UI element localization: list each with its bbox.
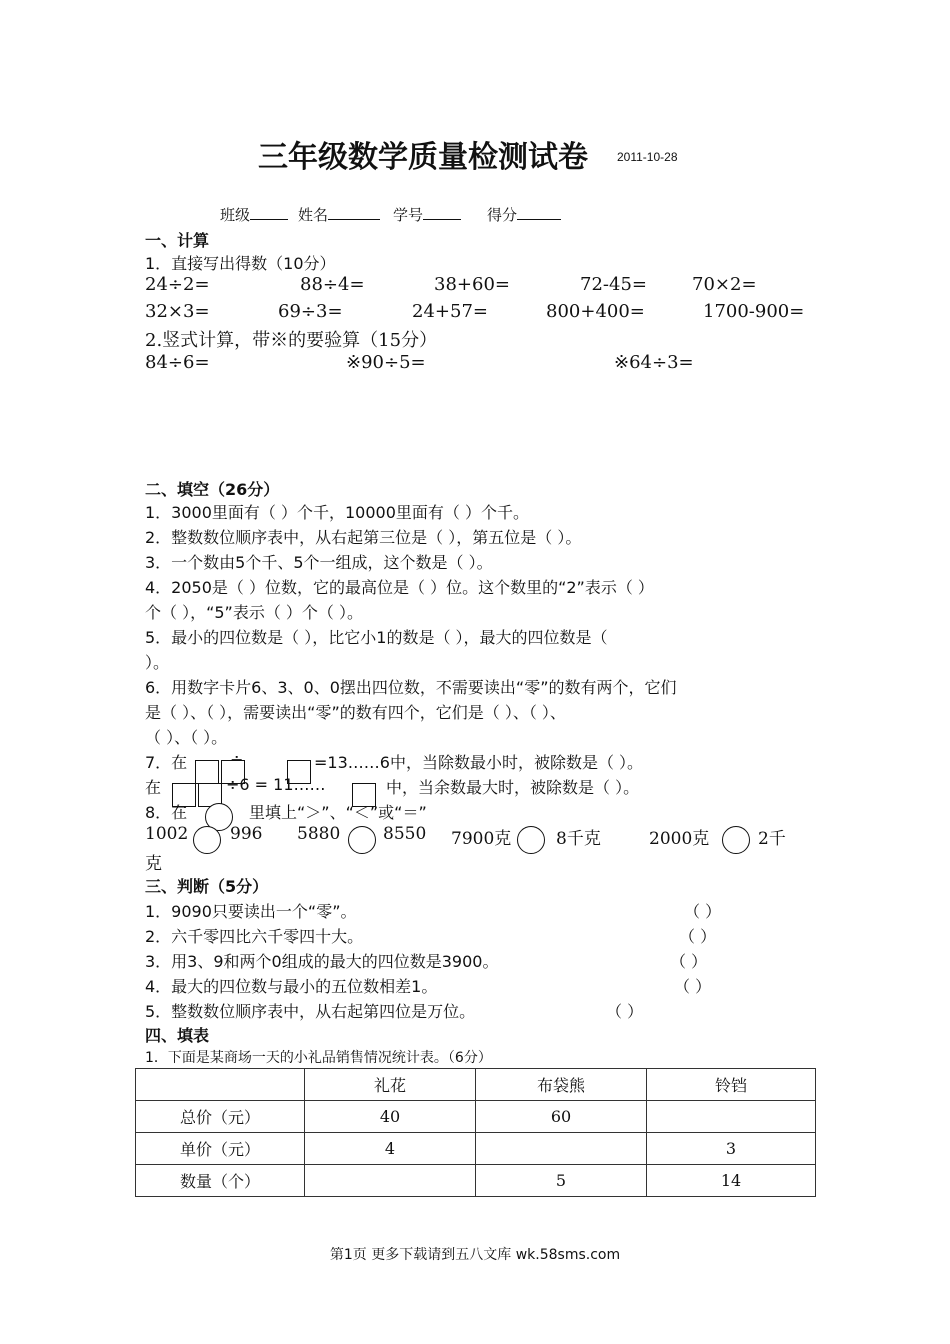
calc-item: 32×3= — [145, 301, 210, 322]
name-label: 姓名 — [298, 206, 329, 224]
judge-answer-paren[interactable]: （ ） — [674, 977, 712, 996]
table-header-row — [136, 1069, 816, 1101]
q8-suffix: 里填上“＞”、“＜”或“＝” — [249, 803, 427, 822]
q8-prefix: 8．在 — [145, 803, 188, 822]
vertical-calc-item: 84÷6= — [145, 352, 210, 373]
table-cell[interactable]: 3 — [647, 1133, 816, 1165]
exam-date: 2011-10-28 — [617, 150, 678, 164]
calc-item: 24+57= — [412, 301, 488, 322]
compare-value: 7900克 — [451, 829, 512, 849]
calc-item: 38+60= — [434, 274, 510, 295]
table-row — [136, 1133, 816, 1165]
calc-item: 72-45= — [580, 274, 647, 295]
table-row — [136, 1101, 816, 1133]
compare-value: 1002 — [145, 824, 189, 844]
fill-line: （ ）、（ ）。 — [145, 728, 228, 747]
judge-answer-paren[interactable]: （ ） — [670, 952, 708, 971]
table-header-cell: 铃铛 — [647, 1069, 816, 1101]
fill-line: 6．用数字卡片6、3、0、0摆出四位数，不需要读出“零”的数有两个，它们 — [145, 678, 677, 697]
vertical-calc-item: ※90÷5= — [346, 352, 426, 373]
fill-line: ）。 — [145, 653, 170, 672]
student-id-field — [393, 204, 461, 225]
answer-box[interactable] — [195, 760, 219, 784]
fill-line: 个（ ），“5”表示（ ）个（ ）。 — [145, 603, 364, 622]
calc-item: 800+400= — [546, 301, 645, 322]
judge-answer-paren[interactable]: （ ） — [684, 902, 722, 921]
student-id-label: 学号 — [393, 206, 424, 224]
answer-circle[interactable] — [517, 826, 545, 854]
calc-item: 24÷2= — [145, 274, 210, 295]
vertical-calc-item: ※64÷3= — [614, 352, 694, 373]
judge-answer-paren[interactable]: （ ） — [606, 1002, 644, 1021]
table-cell[interactable]: 40 — [305, 1101, 476, 1133]
compare-value: 2千 — [758, 829, 786, 849]
table-row-label: 单价（元） — [136, 1133, 305, 1165]
answer-circle[interactable] — [722, 826, 750, 854]
class-blank — [250, 205, 288, 220]
section2-heading: 二、填空（26分） — [145, 480, 280, 499]
q7b-mid: ÷6 = 11…… — [226, 775, 326, 794]
calc-item: 88÷4= — [300, 274, 365, 295]
section3-heading: 三、判断（5分） — [145, 877, 269, 896]
compare-wrap: 克 — [145, 854, 162, 874]
table-cell[interactable] — [305, 1165, 476, 1197]
fill-line: 4．2050是（ ）位数，它的最高位是（ ）位。这个数里的“2”表示（ ） — [145, 578, 654, 597]
table-cell[interactable] — [647, 1101, 816, 1133]
student-id-blank — [423, 205, 461, 220]
sales-table — [135, 1068, 816, 1197]
judge-item: 2．六千零四比六千零四十大。 — [145, 927, 364, 946]
section4-q1-label: 1．下面是某商场一天的小礼品销售情况统计表。（6分） — [145, 1050, 492, 1066]
compare-value: 8千克 — [556, 829, 601, 849]
compare-value: 2000克 — [649, 829, 710, 849]
fill-line: 3．一个数由5个千、5个一组成，这个数是（ ）。 — [145, 553, 493, 572]
judge-answer-paren[interactable]: （ ） — [679, 927, 717, 946]
fill-line: 1．3000里面有（ ）个千，10000里面有（ ）个千。 — [145, 503, 529, 522]
fill-line: 5．最小的四位数是（ ），比它小1的数是（ ），最大的四位数是（ — [145, 628, 608, 647]
page-footer: 第1页 更多下载请到五八文库 wk.58sms.com — [329, 1247, 621, 1263]
answer-circle[interactable] — [348, 826, 376, 854]
compare-value: 8550 — [383, 824, 427, 844]
page-title: 三年级数学质量检测试卷 — [258, 140, 588, 175]
score-field — [487, 204, 561, 225]
calc-item: 70×2= — [692, 274, 757, 295]
table-row-label: 总价（元） — [136, 1101, 305, 1133]
compare-value: 5880 — [297, 824, 341, 844]
class-field — [220, 204, 288, 225]
answer-circle[interactable] — [193, 826, 221, 854]
table-cell[interactable]: 14 — [647, 1165, 816, 1197]
section1-q2-label: 2.竖式计算，带※的要验算（15分） — [145, 330, 438, 351]
q7b-prefix: 在 — [145, 778, 162, 797]
table-cell[interactable]: 5 — [476, 1165, 647, 1197]
judge-item: 3．用3、9和两个0组成的最大的四位数是3900。 — [145, 952, 499, 971]
table-row — [136, 1165, 816, 1197]
compare-value: 996 — [230, 824, 263, 844]
judge-item: 4．最大的四位数与最小的五位数相差1。 — [145, 977, 438, 996]
judge-item: 1．9090只要读出一个“零”。 — [145, 902, 357, 921]
section1-q1-label: 1．直接写出得数（10分） — [145, 254, 336, 273]
name-field — [298, 204, 380, 225]
table-cell[interactable]: 4 — [305, 1133, 476, 1165]
table-header-cell: 布袋熊 — [476, 1069, 647, 1101]
table-cell — [136, 1069, 305, 1101]
fill-line: 2．整数数位顺序表中，从右起第三位是（ ），第五位是（ ）。 — [145, 528, 582, 547]
table-cell[interactable]: 60 — [476, 1101, 647, 1133]
judge-item: 5．整数数位顺序表中，从右起第四位是万位。 — [145, 1002, 476, 1021]
score-blank — [517, 205, 561, 220]
calc-item: 1700-900= — [703, 301, 805, 322]
fill-line: 是（ ）、（ ），需要读出“零”的数有四个，它们是（ ）、（ ）、 — [145, 703, 566, 722]
q7b-suffix: 中，当余数最大时，被除数是（ ）。 — [386, 778, 640, 797]
score-label: 得分 — [487, 206, 518, 224]
table-cell[interactable] — [476, 1133, 647, 1165]
section1-heading: 一、计算 — [145, 231, 210, 250]
table-header-cell: 礼花 — [305, 1069, 476, 1101]
q7-suffix: =13……6中，当除数最小时，被除数是（ ）。 — [314, 753, 644, 772]
class-label: 班级 — [220, 206, 251, 224]
q7-prefix: 7．在 — [145, 753, 188, 772]
table-row-label: 数量（个） — [136, 1165, 305, 1197]
section4-heading: 四、填表 — [145, 1026, 210, 1045]
calc-item: 69÷3= — [278, 301, 343, 322]
name-blank — [328, 205, 380, 220]
